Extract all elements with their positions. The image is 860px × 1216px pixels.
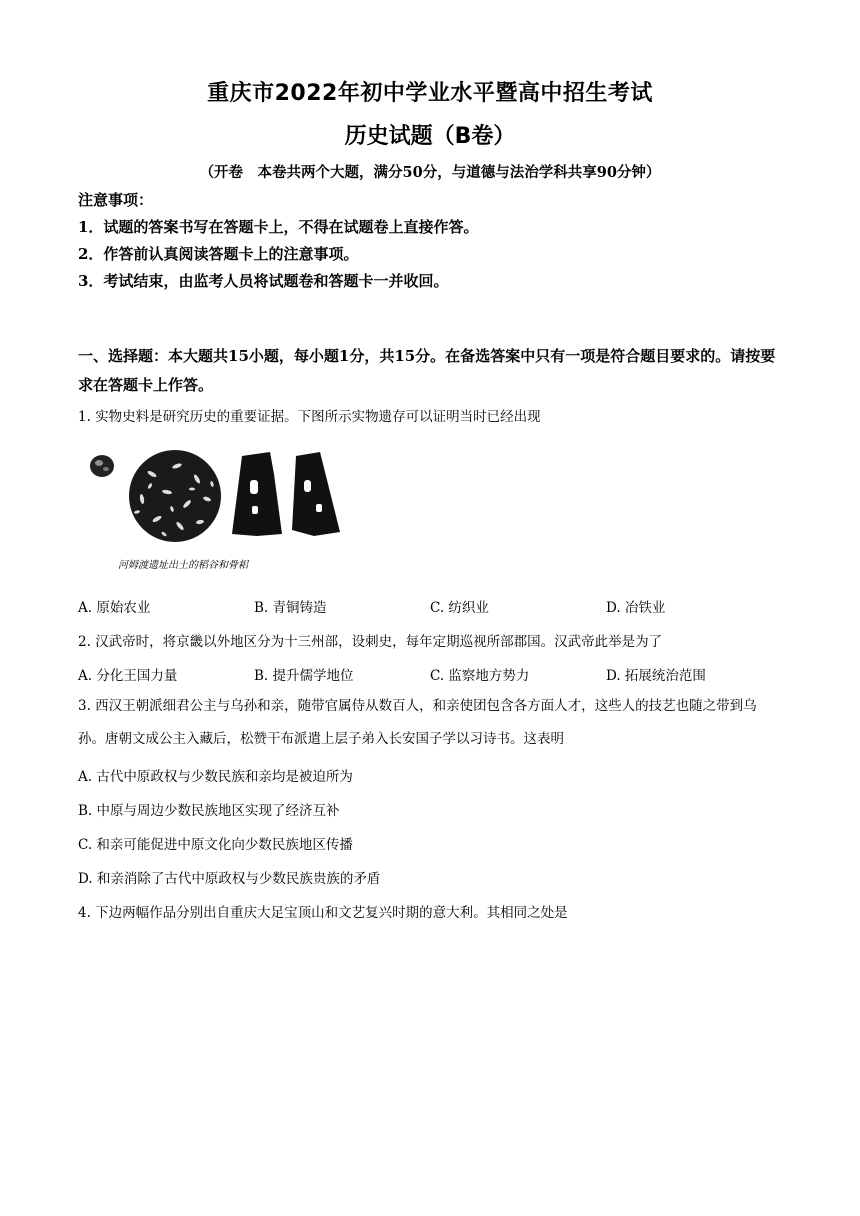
question-3-stem: 3. 西汉王朝派细君公主与乌孙和亲，随带官属侍从数百人，和亲使团包含各方面人才，这些人的技艺也随之带到乌孙。唐朝文成公主入藏后，松赞干布派遣上层子弟入长安国子学以习诗书。这表明: [78, 698, 757, 747]
option-d[interactable]: D. 冶铁业: [606, 600, 666, 616]
option-d[interactable]: D. 拓展统治范围: [606, 668, 706, 684]
question-3-option-a: [78, 765, 782, 785]
note-item: 1．试题的答案书写在答题卡上，不得在试题卷上直接作答。: [78, 218, 479, 236]
option-b[interactable]: B. 中原与周边少数民族地区实现了经济互补: [78, 803, 340, 819]
question-2-options: [78, 664, 782, 684]
question-1-stem: 1. 实物史料是研究历史的重要证据。下图所示实物遗存可以证明当时已经出现: [78, 409, 541, 425]
option-c[interactable]: C. 纺织业: [430, 600, 489, 616]
option-b[interactable]: B. 提升儒学地位: [254, 668, 354, 684]
notes-block: [78, 187, 778, 295]
question-3-option-b: [78, 799, 782, 819]
question-2-stem: 2. 汉武帝时，将京畿以外地区分为十三州部，设刺史，每年定期巡视所部郡国。汉武帝此举是为了: [78, 634, 663, 650]
option-c[interactable]: C. 和亲可能促进中原文化向少数民族地区传播: [78, 837, 353, 853]
option-a[interactable]: A. 分化王国力量: [78, 668, 178, 684]
note-item: 2．作答前认真阅读答题卡上的注意事项。: [78, 245, 359, 263]
exam-note: （开卷 本卷共两个大题，满分50分，与道德与法治学科共享90分钟）: [199, 164, 661, 181]
question-3-option-c: [78, 833, 782, 853]
notes-heading: 注意事项：: [78, 191, 154, 209]
section-heading: 一、选择题：本大题共15小题，每小题1分，共15分。在备选答案中只有一项是符合题目要求的。请按要求在答题卡上作答。: [78, 347, 776, 394]
figure-caption: 河姆渡遗址出土的稻谷和骨耜: [118, 560, 248, 571]
option-b[interactable]: B. 青铜铸造: [254, 600, 327, 616]
option-d[interactable]: D. 和亲消除了古代中原政权与少数民族贵族的矛盾: [78, 871, 381, 887]
option-a[interactable]: A. 古代中原政权与少数民族和亲均是被迫所为: [78, 769, 353, 785]
question-4-stem: 4. 下边两幅作品分别出自重庆大足宝顶山和文艺复兴时期的意大利。其相同之处是: [78, 905, 568, 921]
question-1-figure: [82, 444, 362, 579]
question-3-option-d: [78, 867, 782, 887]
option-a[interactable]: A. 原始农业: [78, 600, 151, 616]
exam-subtitle: 历史试题（B卷）: [344, 124, 516, 149]
exam-title: 重庆市2022年初中学业水平暨高中招生考试: [207, 81, 653, 106]
option-c[interactable]: C. 监察地方势力: [430, 668, 530, 684]
rice-and-bone-tools-image: [82, 444, 362, 579]
note-item: 3．考试结束，由监考人员将试题卷和答题卡一并收回。: [78, 272, 449, 290]
question-1-options: [78, 596, 782, 616]
